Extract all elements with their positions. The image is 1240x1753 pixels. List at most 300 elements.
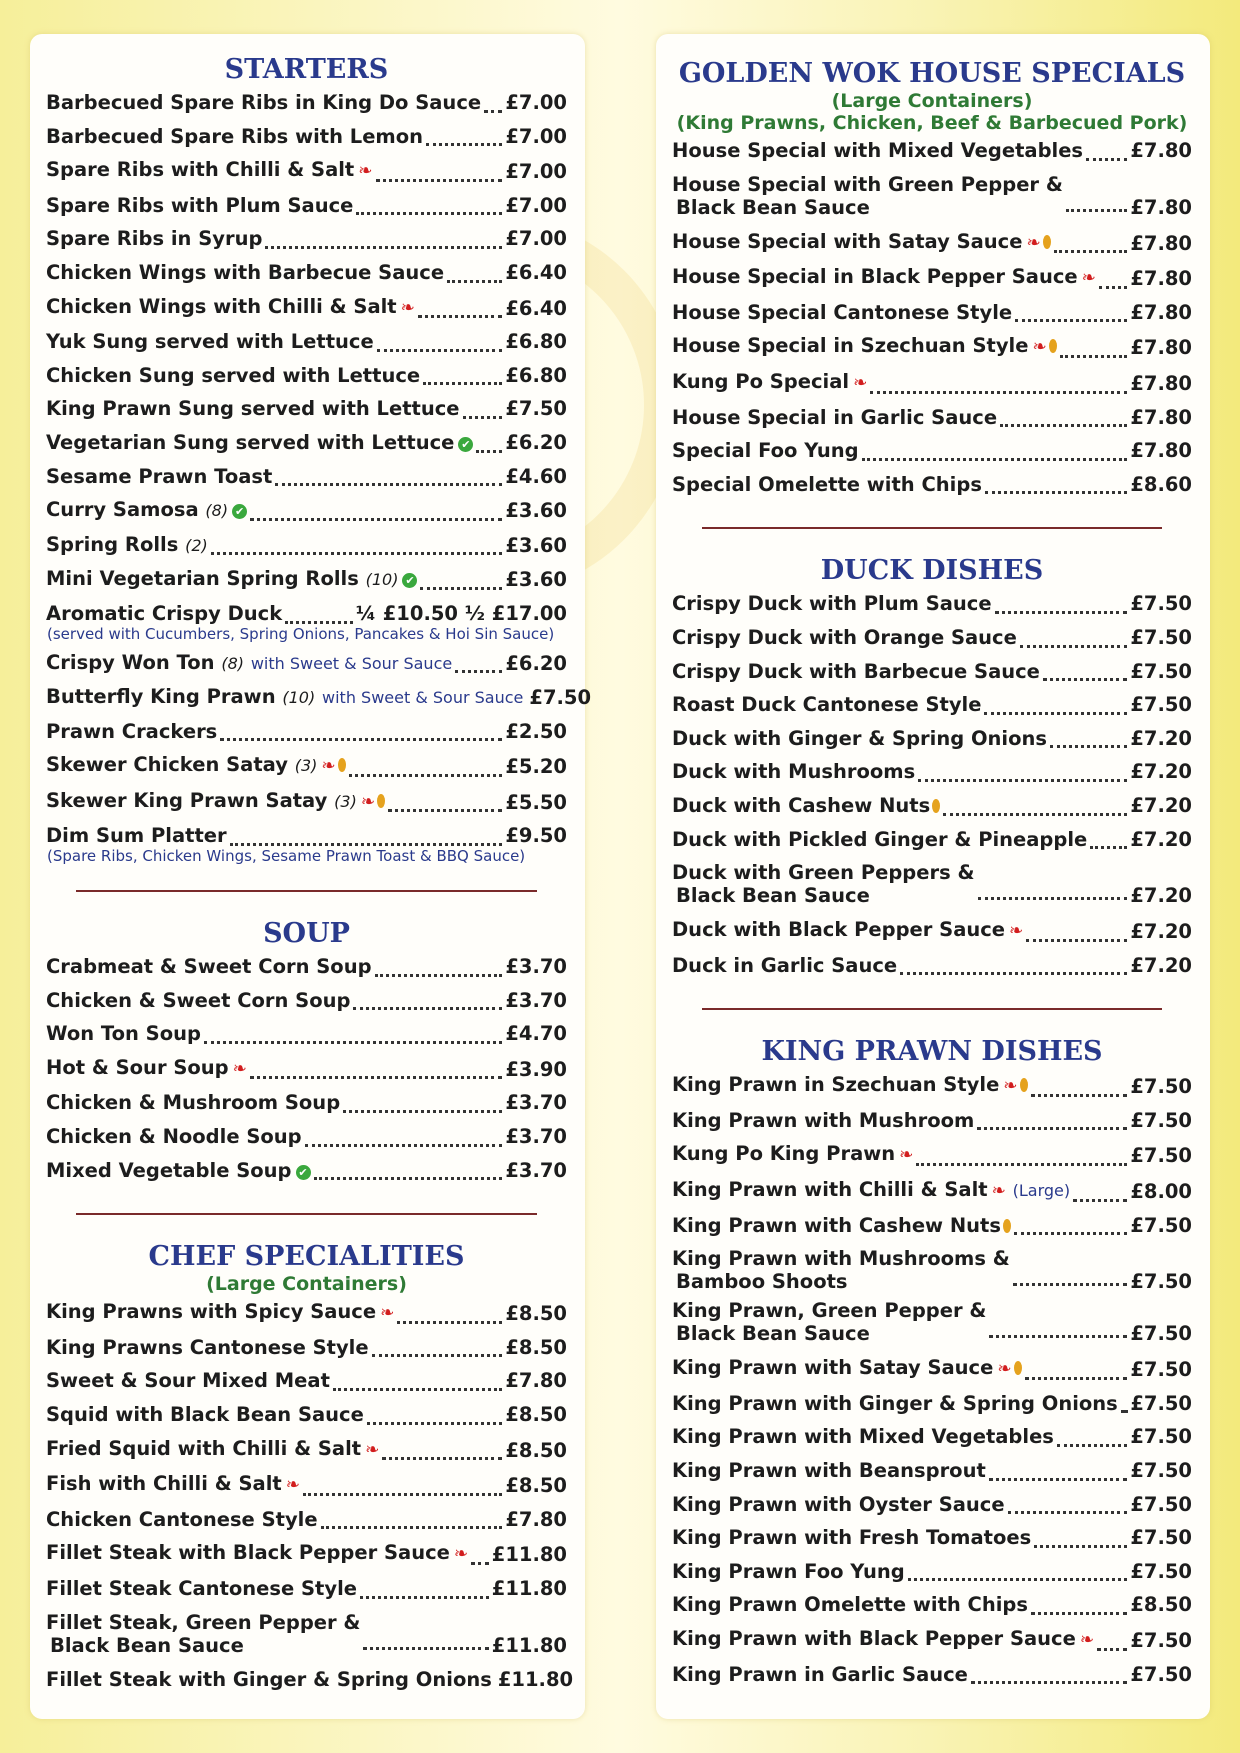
nut-icon: [377, 794, 385, 808]
menu-item: [46, 493, 567, 528]
dot-leader: [420, 586, 502, 590]
menu-item-price: £3.70: [505, 988, 567, 1012]
menu-item-price: £11.80: [491, 1576, 567, 1600]
menu-item-name-text: King Prawn Foo Yung: [672, 1559, 905, 1583]
menu-item: [672, 1420, 1192, 1454]
menu-item-name: [672, 949, 897, 983]
menu-item-price: £7.20: [1130, 726, 1192, 750]
menu-item-price: £7.50: [1130, 1425, 1192, 1449]
chilli-icon: ❧: [991, 1181, 1006, 1202]
menu-item-price: £4.70: [505, 1022, 567, 1046]
dot-leader: [230, 842, 503, 846]
menu-item-name-text: Chicken Cantonese Style: [46, 1507, 318, 1531]
dot-leader: [367, 1421, 502, 1425]
menu-item-price: £8.50: [1130, 1593, 1192, 1617]
dot-leader: [333, 1387, 502, 1391]
menu-item-name-text: Butterfly King Prawn: [46, 685, 276, 709]
dot-leader: [984, 711, 1127, 715]
menu-item-name: [46, 1331, 369, 1365]
menu-item-quantity: (10): [365, 570, 399, 590]
menu-item-name: [46, 325, 374, 359]
menu-item-name: [672, 655, 1040, 689]
menu-item: [46, 528, 567, 563]
menu-item: [672, 134, 1192, 168]
dot-leader: [1057, 1443, 1127, 1447]
menu-item-name-text: Mixed Vegetable Soup: [46, 1158, 292, 1182]
menu-item-name-text: Sweet & Sour Mixed Meat: [46, 1369, 330, 1393]
menu-item-name: [672, 296, 1012, 330]
menu-item: [46, 1154, 567, 1188]
menu-item-name-text: Duck with Green Peppers &: [672, 861, 975, 885]
dot-leader: [1034, 1544, 1127, 1548]
dot-leader: [372, 1353, 503, 1357]
dot-leader: [353, 1006, 502, 1010]
menu-item-price: £3.70: [505, 1091, 567, 1115]
vegetarian-icon: ✔: [296, 1165, 311, 1180]
dot-leader: [305, 1143, 503, 1147]
menu-item-name-text: Fillet Steak Cantonese Style: [46, 1576, 358, 1600]
dot-leader: [1026, 938, 1127, 942]
menu-item-name: [46, 1120, 302, 1154]
menu-item-price: £7.50: [1130, 1213, 1192, 1237]
nut-icon: [932, 799, 940, 813]
menu-item-name: [672, 755, 915, 789]
menu-item: [672, 1173, 1192, 1209]
menu-item-name-text: King Prawns Cantonese Style: [46, 1335, 369, 1359]
menu-item: [46, 86, 567, 120]
menu-item: [672, 861, 1192, 907]
menu-item-name-text: Chicken Sung served with Lettuce: [46, 363, 421, 387]
menu-item-name-text-line2: Bamboo Shoots: [676, 1270, 848, 1294]
menu-item-name: [46, 359, 420, 393]
dot-leader: [1050, 744, 1127, 748]
menu-item: [672, 722, 1192, 756]
dot-leader: [1121, 1409, 1128, 1413]
chilli-icon: ❧: [1009, 921, 1024, 942]
menu-item-quantity: (3): [334, 791, 357, 811]
menu-item: [46, 680, 592, 715]
menu-item-price: £3.90: [505, 1057, 567, 1081]
menu-item-name-text: King Prawn in Szechuan Style: [672, 1073, 1000, 1097]
menu-item-name: [672, 1488, 1005, 1522]
menu-item-name: [672, 1420, 1054, 1454]
menu-item-name: [46, 1572, 357, 1606]
dot-leader: [375, 973, 503, 977]
menu-item-price: £7.50: [1130, 693, 1192, 717]
menu-item-name-text: King Prawn Sung served with Lettuce: [46, 397, 460, 421]
dot-leader: [382, 1456, 502, 1460]
menu-item-note: with Sweet & Sour Sauce: [250, 653, 453, 673]
menu-item-name-text: King Prawn Omelette with Chips: [672, 1593, 1028, 1617]
menu-item: [672, 434, 1192, 468]
dot-leader: [356, 211, 502, 215]
menu-item-name-text: Special Foo Yung: [672, 439, 859, 463]
dot-leader: [943, 812, 1127, 816]
dot-leader: [1000, 423, 1127, 427]
menu-item: [672, 468, 1192, 502]
menu-item-name: [672, 861, 975, 907]
menu-item: [46, 748, 567, 784]
menu-item: [672, 949, 1192, 983]
menu-item-name: [672, 823, 1087, 857]
menu-item-price: £7.50: [1130, 1492, 1192, 1516]
menu-item-price: £7.80: [1130, 336, 1192, 360]
menu-item-price: £8.50: [505, 1474, 567, 1498]
dot-leader: [418, 314, 502, 318]
nut-icon: [1014, 1361, 1022, 1375]
menu-item-name-text: Chicken Wings with Barbecue Sauce: [46, 260, 445, 284]
dot-leader: [376, 178, 503, 182]
menu-item-name: [46, 1467, 300, 1503]
menu-item-price: £7.50: [1130, 1459, 1192, 1483]
menu-item: [46, 1536, 567, 1572]
menu-item: [672, 173, 1192, 219]
menu-item-price: £9.50: [505, 824, 567, 848]
dot-leader: [989, 1334, 1127, 1338]
section-divider: [702, 1008, 1162, 1010]
menu-item-price: £7.50: [1130, 659, 1192, 683]
menu-item-price: £7.50: [1130, 1108, 1192, 1132]
section-title-king-prawn: KING PRAWN DISHES: [761, 1036, 1103, 1068]
menu-item: [46, 1331, 567, 1365]
menu-item: [672, 1454, 1192, 1488]
menu-item: [672, 1521, 1192, 1555]
menu-item-name: [46, 1051, 247, 1087]
menu-item-name: [46, 256, 444, 290]
menu-item-price: £7.50: [1130, 1559, 1192, 1583]
chilli-icon: ❧: [358, 161, 373, 182]
menu-item-name: [672, 789, 940, 823]
dot-leader: [1060, 354, 1128, 358]
menu-item-name-text: Crispy Duck with Plum Sauce: [672, 592, 992, 616]
menu-item-quantity: (8): [221, 653, 245, 673]
menu-item-name: [46, 1086, 340, 1120]
nut-icon: [338, 758, 346, 772]
dot-leader: [484, 109, 502, 113]
dot-leader: [985, 490, 1127, 494]
menu-item-name-text: Spare Ribs in Syrup: [46, 227, 263, 251]
menu-item-name: [46, 290, 415, 326]
menu-item-quantity: (3): [294, 756, 318, 776]
menu-item-price: £11.80: [491, 1543, 567, 1567]
dot-leader: [303, 1492, 502, 1496]
menu-item-name: [46, 189, 353, 223]
menu-item: [46, 1398, 567, 1432]
menu-item-name-text: Chicken Wings with Chilli & Salt: [46, 294, 397, 318]
nut-icon: [1049, 339, 1057, 353]
menu-item: [672, 1658, 1192, 1692]
dot-leader: [1031, 1611, 1127, 1615]
menu-item-name: [46, 1295, 394, 1331]
dot-leader: [918, 778, 1127, 782]
menu-item-name: [46, 86, 481, 120]
menu-item-price: £7.50: [1130, 1270, 1192, 1294]
menu-item: [46, 562, 567, 597]
section-title-chef-specialities: CHEF SPECIALITIES: [148, 1241, 465, 1273]
menu-item: [672, 655, 1192, 689]
starters-list: [46, 86, 592, 866]
dot-leader: [397, 1320, 502, 1324]
chilli-icon: ❧: [1032, 337, 1047, 358]
menu-item-name: [672, 587, 992, 621]
menu-item-name-text: King Prawn with Black Pepper Sauce: [672, 1627, 1076, 1650]
menu-item-name: [46, 646, 452, 681]
menu-item-price: £3.60: [505, 499, 567, 523]
menu-item-name: [672, 621, 1017, 655]
chef-subtitle: (Large Containers): [206, 1273, 407, 1296]
menu-item-name-text: Spare Ribs with Chilli & Salt: [46, 158, 355, 182]
menu-item-name-text: House Special in Garlic Sauce: [672, 405, 998, 429]
menu-item-name: [672, 401, 997, 435]
menu-item-name: [46, 680, 523, 715]
section-title-soup: SOUP: [263, 918, 350, 950]
menu-item-name: [672, 1351, 1022, 1387]
menu-item-price: £3.70: [505, 1125, 567, 1149]
menu-item-name: [46, 984, 350, 1018]
menu-item-name: [46, 153, 373, 189]
menu-item: [46, 120, 567, 154]
menu-item: [672, 823, 1192, 857]
menu-item-price: £7.50: [1130, 1358, 1192, 1382]
dot-leader: [447, 279, 502, 283]
chilli-icon: ❧: [1026, 232, 1041, 253]
menu-item-name-text: Chicken & Mushroom Soup: [46, 1091, 341, 1115]
dot-leader: [1086, 157, 1127, 161]
menu-item-description: (Spare Ribs, Chicken Wings, Sesame Prawn Toast & BBQ Sauce): [47, 847, 526, 866]
dot-leader: [321, 1525, 503, 1529]
dot-leader: [1014, 1231, 1127, 1235]
prawn-list: [672, 1068, 1192, 1691]
dot-leader: [343, 1109, 502, 1113]
menu-item: [46, 1295, 567, 1331]
dot-leader: [360, 1595, 489, 1599]
menu-item-name-text: Curry Samosa: [46, 498, 199, 522]
menu-item-price: £7.00: [505, 160, 567, 184]
dot-leader: [1013, 1282, 1128, 1286]
menu-item-price: £2.50: [505, 719, 567, 743]
menu-item-name-text-line2: Black Bean Sauce: [50, 1633, 244, 1657]
dot-leader: [862, 457, 1128, 461]
menu-item: [46, 1086, 567, 1120]
menu-item-name: [672, 722, 1047, 756]
menu-item-quantity: (10): [282, 688, 316, 708]
menu-item: [672, 1588, 1192, 1622]
menu-item-name: [672, 134, 1083, 168]
menu-item-price: £7.80: [1130, 139, 1192, 162]
menu-item-name-text: Fish with Chilli & Salt: [46, 1472, 282, 1496]
menu-item-price: £3.60: [505, 568, 567, 592]
menu-item-name-text: Fillet Steak with Ginger & Spring Onions: [46, 1667, 492, 1691]
menu-item-name-text: House Special in Szechuan Style: [672, 334, 1029, 358]
chilli-icon: ❧: [365, 1439, 380, 1460]
menu-item-price: £7.50: [1130, 592, 1192, 616]
menu-item: [672, 329, 1192, 365]
menu-item-price: £7.00: [505, 124, 567, 148]
menu-item-name: [672, 688, 981, 722]
menu-item-price: £7.50: [1130, 1075, 1192, 1099]
menu-item: [46, 222, 567, 256]
menu-item: [46, 1017, 567, 1051]
menu-item-name-text: King Prawn, Green Pepper &: [672, 1299, 987, 1323]
dot-leader: [1031, 1093, 1128, 1097]
chilli-icon: ❧: [453, 1544, 469, 1565]
dot-leader: [250, 517, 502, 521]
menu-item-price: £8.50: [505, 1335, 567, 1359]
menu-item-name-text: Vegetarian Sung served with Lettuce: [46, 430, 455, 454]
menu-item-name: [46, 1432, 379, 1468]
menu-item: [46, 256, 567, 290]
menu-item-name: [672, 913, 1023, 949]
menu-item-name-text: King Prawn with Mushrooms &: [672, 1247, 1010, 1271]
menu-item: [46, 1467, 567, 1503]
menu-item: [672, 789, 1192, 823]
menu-item-name: [672, 1387, 1118, 1421]
duck-list: [672, 587, 1192, 982]
menu-item: [46, 784, 567, 820]
menu-item-name: [672, 225, 1051, 261]
menu-item: [46, 426, 567, 460]
menu-item-name: [672, 1555, 905, 1589]
menu-item-name: [46, 1536, 468, 1572]
menu-item-name: [46, 426, 473, 460]
menu-item-name: [46, 528, 208, 563]
menu-item-name-text: Duck with Cashew Nuts: [672, 793, 931, 817]
menu-item-name-text: Squid with Black Bean Sauce: [46, 1403, 364, 1426]
menu-item-name-text: King Prawn in Garlic Sauce: [672, 1662, 968, 1686]
dot-leader: [916, 1162, 1127, 1166]
menu-item: [672, 260, 1192, 296]
dot-leader: [285, 620, 353, 624]
menu-item: [46, 460, 567, 494]
dot-leader: [314, 1176, 503, 1180]
menu-item: [46, 359, 567, 393]
menu-item-price: £7.50: [1130, 1391, 1192, 1415]
menu-item: [46, 646, 567, 681]
menu-item-price: £7.20: [1130, 953, 1192, 977]
menu-item-name: [46, 1364, 330, 1398]
dot-leader: [220, 737, 502, 741]
menu-item-name-text: King Prawn with Cashew Nuts: [672, 1213, 1001, 1237]
menu-item-quantity: (8): [205, 501, 229, 521]
menu-item-name: [672, 434, 859, 468]
menu-item-name-text: Skewer King Prawn Satay: [46, 788, 328, 812]
menu-item-name-text: Skewer Chicken Satay: [46, 753, 288, 777]
menu-item: [672, 401, 1192, 435]
menu-item-quantity: (2): [185, 535, 208, 555]
menu-item-price: £7.80: [1130, 371, 1192, 395]
dot-leader: [900, 971, 1127, 975]
menu-item-name: [46, 392, 460, 426]
menu-item: [672, 1068, 1192, 1104]
menu-item-name-text-line2: Black Bean Sauce: [676, 195, 870, 219]
menu-item-name: [46, 950, 372, 984]
menu-item: [46, 950, 567, 984]
menu-item-name: [672, 468, 982, 502]
menu-item-price: £8.50: [505, 1438, 567, 1462]
menu-item-name: [672, 1521, 1031, 1555]
menu-item-price: £7.20: [1130, 793, 1192, 817]
menu-item-price: £7.20: [1130, 760, 1192, 784]
dot-leader: [250, 1075, 502, 1079]
menu-item-name-text: Kung Po Special: [672, 369, 850, 393]
menu-item-name-text: King Prawn with Beansprout: [672, 1459, 986, 1483]
menu-item-price: £8.00: [1130, 1180, 1192, 1204]
chilli-icon: ❧: [285, 1475, 300, 1496]
menu-item-price: £11.80: [491, 1633, 567, 1657]
menu-item-name-text: King Prawns with Spicy Sauce: [46, 1300, 377, 1324]
menu-item: [672, 587, 1192, 621]
menu-item-name: [672, 1622, 1094, 1658]
menu-item: [672, 1209, 1192, 1243]
menu-item-price: £7.80: [1130, 439, 1192, 463]
menu-item-name: [672, 1173, 1070, 1209]
menu-item: [46, 153, 567, 189]
dot-leader: [978, 896, 1128, 900]
menu-item-name: [46, 460, 272, 494]
menu-item-price: £7.80: [505, 1507, 567, 1531]
menu-item-name: [46, 1398, 364, 1432]
dot-leader: [455, 669, 502, 673]
menu-item-name: [672, 173, 1063, 219]
menu-item-price: ¼ £10.50 ½ £17.00: [355, 601, 567, 625]
menu-item-name-text: Crispy Won Ton: [46, 650, 215, 674]
menu-item: [46, 1663, 574, 1697]
menu-item: [672, 621, 1192, 655]
menu-item: [46, 189, 567, 223]
menu-item-name-text: Aromatic Crispy Duck: [46, 601, 283, 625]
menu-item-name-text: Chicken & Sweet Corn Soup: [46, 988, 351, 1012]
chilli-icon: ❧: [380, 1303, 395, 1324]
menu-item-name: [672, 329, 1057, 365]
menu-item-name-text: Crispy Duck with Orange Sauce: [672, 625, 1017, 649]
section-divider: [76, 1213, 537, 1215]
menu-item-price: £7.80: [1130, 300, 1192, 324]
menu-item: [46, 1432, 567, 1468]
menu-item-price: £7.50: [1130, 1322, 1192, 1346]
dot-leader: [471, 1561, 489, 1565]
menu-item-name-text: King Prawn with Oyster Sauce: [672, 1492, 1005, 1516]
section-title-house-specials: GOLDEN WOK HOUSE SPECIALS: [678, 58, 1186, 89]
menu-item-name: [46, 1663, 492, 1697]
menu-item-name: [672, 260, 1096, 296]
section-title-duck: DUCK DISHES: [820, 555, 1044, 587]
menu-item-name: [46, 1503, 318, 1537]
menu-item: [46, 1611, 567, 1657]
menu-item-name-text: Fillet Steak with Black Pepper Sauce: [46, 1541, 450, 1565]
menu-item: [46, 290, 567, 326]
menu-item-price: £7.50: [529, 686, 592, 710]
menu-item-name: [672, 1247, 1010, 1293]
menu-item-name-text: Crispy Duck with Barbecue Sauce: [672, 659, 1040, 683]
menu-item: [672, 913, 1192, 949]
menu-panel-left: [30, 34, 592, 1719]
menu-item-name-text: Barbecued Spare Ribs with Lemon: [46, 124, 424, 148]
dot-leader: [1099, 285, 1127, 289]
menu-item-name-text: King Prawn with Mixed Vegetables: [672, 1425, 1054, 1449]
dot-leader: [1043, 677, 1127, 681]
chilli-icon: ❧: [1079, 1630, 1095, 1650]
menu-item-name-text: House Special in Black Pepper Sauce: [672, 265, 1078, 289]
menu-item-name-text: Won Ton Soup: [46, 1022, 201, 1046]
menu-item-name: [46, 748, 346, 784]
house-subtitle-contents: (King Prawns, Chicken, Beef & Barbecued Pork): [676, 112, 1188, 134]
dot-leader: [463, 415, 503, 419]
menu-item-name-text: Duck with Pickled Ginger & Pineapple: [672, 827, 1088, 851]
menu-item-name-text: Duck with Mushrooms: [672, 760, 916, 784]
nut-icon: [1043, 235, 1051, 249]
menu-item-price: £7.50: [1130, 1144, 1192, 1168]
menu-item: [672, 755, 1192, 789]
